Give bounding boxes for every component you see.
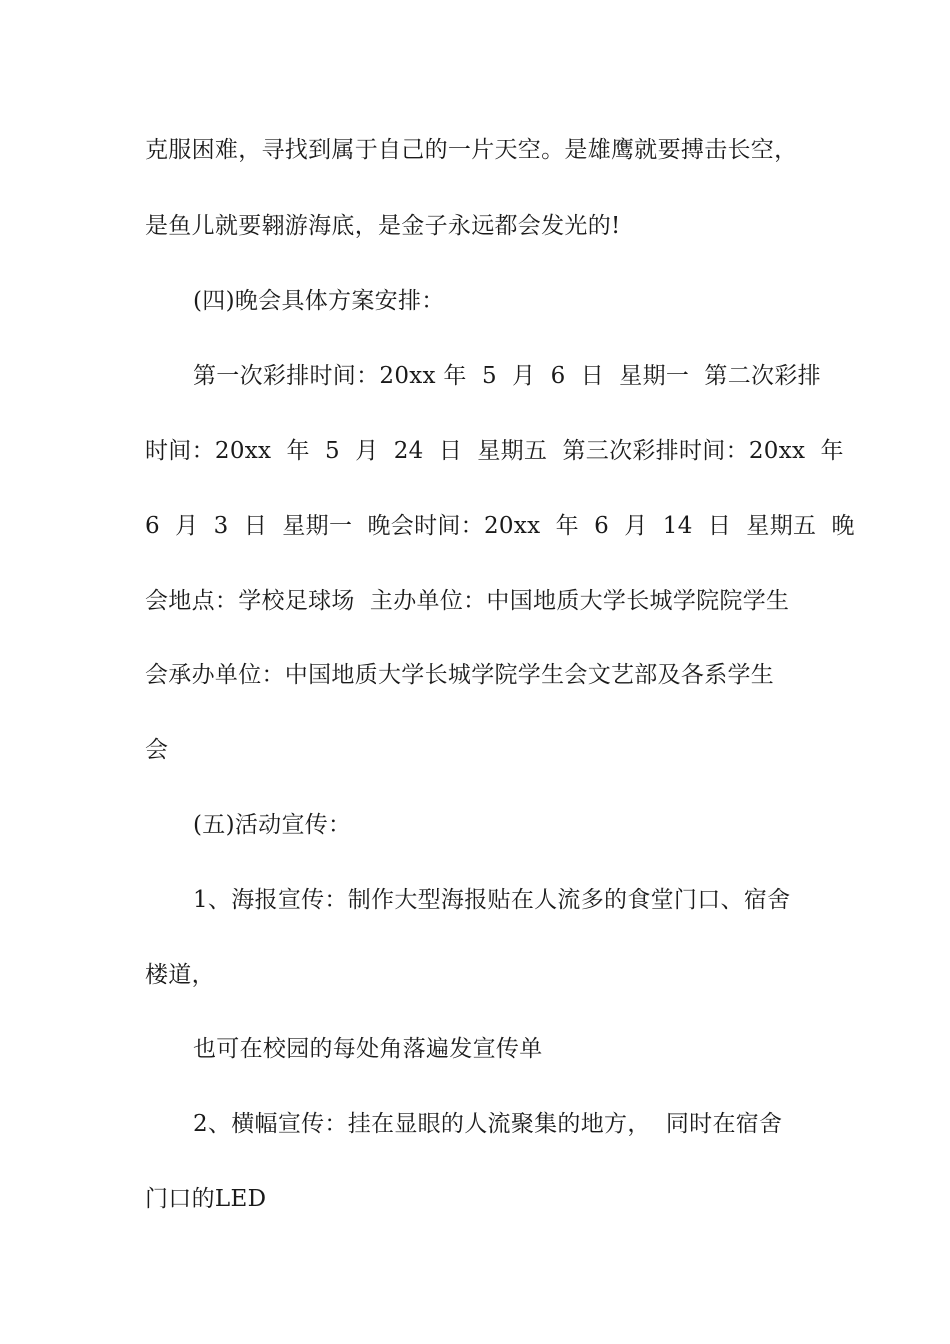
section-heading-5: (五)活动宣传： — [193, 812, 352, 838]
body-text-line: 会 — [145, 737, 169, 763]
body-text-line: 门口的LED — [145, 1186, 267, 1212]
body-text-line: 6 月 3 日 星期一 晚会时间：20xx 年 6 月 14 日 星期五 晚 — [145, 513, 855, 539]
body-text-line: 时间：20xx 年 5 月 24 日 星期五 第三次彩排时间：20xx 年 — [145, 438, 844, 464]
body-text-line: 是鱼儿就要翱游海底，是金子永远都会发光的! — [145, 213, 621, 239]
body-text-line: 克服困难，寻找到属于自己的一片天空。是雄鹰就要搏击长空， — [145, 137, 798, 163]
body-text-line: 第一次彩排时间：20xx 年 5 月 6 日 星期一 第二次彩排 — [193, 363, 821, 389]
section-heading-4: (四)晚会具体方案安排： — [193, 288, 445, 314]
body-text-line: 会地点：学校足球场 主办单位：中国地质大学长城学院院学生 — [145, 588, 790, 614]
body-text-line: 楼道， — [145, 962, 215, 988]
body-text-line: 会承办单位：中国地质大学长城学院学生会文艺部及各系学生 — [145, 662, 775, 688]
body-text-line: 也可在校园的每处角落遍发宣传单 — [193, 1036, 543, 1062]
body-text-line: 1、海报宣传：制作大型海报贴在人流多的食堂门口、宿舍 — [193, 887, 791, 913]
body-text-line: 2、横幅宣传：挂在显眼的人流聚集的地方， 同时在宿舍 — [193, 1111, 783, 1137]
